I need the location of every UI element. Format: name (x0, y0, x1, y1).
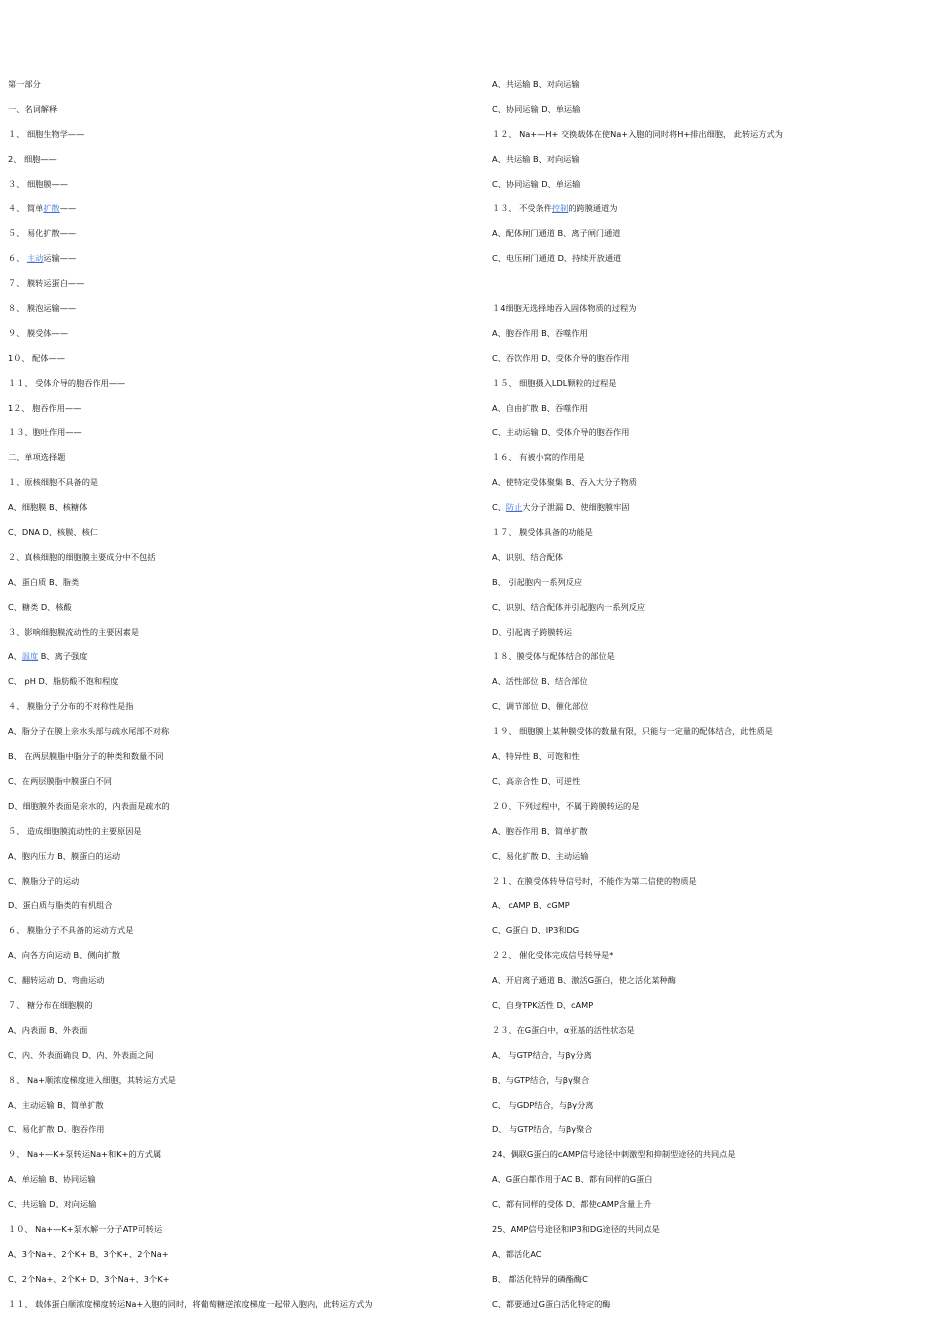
text-line: C、电压闸门通道 D、持续开放通道 (492, 253, 622, 264)
text-line: ７、 糖分布在细胞膜的 (8, 999, 93, 1010)
text-line: 1２、 胞吞作用—— (8, 402, 82, 413)
text-span: —— (59, 203, 77, 214)
text-line: A、都活化AC (492, 1248, 542, 1259)
text-line: ９、 膜受体—— (8, 327, 68, 338)
text-line: A、开启离子通道 B、激活G蛋白，使之活化某种酶 (492, 975, 676, 986)
text-line: B、 在两层膜脂中脂分子的种类和数量不同 (8, 751, 164, 762)
text-line: 2、 细胞—— (8, 153, 57, 164)
text-line: １８、膜受体与配体结合的部位是 (492, 651, 615, 662)
text-line: A、主动运输 B、简单扩散 (8, 1099, 104, 1110)
text-line: A、脂分子在膜上亲水头部与疏水尾部不对称 (8, 726, 170, 737)
text-line: ２１、在膜受体转导信号时，不能作为第二信使的物质是 (492, 875, 697, 886)
text-line: A、细胞膜 B、核糖体 (8, 502, 88, 513)
text-span: B、离子强度 (38, 651, 88, 662)
text-line (492, 498, 950, 523)
hyperlink[interactable]: 扩散 (43, 203, 60, 214)
text-line: A、使特定受体聚集 B、吞入大分子物质 (492, 477, 637, 488)
text-line: ３、 细胞膜—— (8, 178, 68, 189)
hyperlink[interactable]: 控制 (551, 203, 569, 214)
text-line: 第一部分 (8, 79, 41, 89)
text-line: C、易化扩散 D、胞吞作用 (8, 1124, 105, 1135)
text-line: C、翻转运动 D、弯曲运动 (8, 975, 105, 986)
text-line: 二、单项选择题 (8, 452, 66, 463)
text-line: C、协同运输 D、单运输 (492, 178, 581, 189)
text-line: A、共运输 B、对向运输 (492, 79, 580, 89)
text-span: C、 (492, 502, 506, 513)
text-line: C、易化扩散 D、主动运输 (492, 850, 589, 861)
text-line: A、自由扩散 B、吞噬作用 (492, 402, 588, 413)
text-line: A、活性部位 B、结合部位 (492, 676, 588, 687)
text-line: C、G蛋白 D、IP3和DG (492, 925, 580, 936)
text-line: C、调节部位 D、催化部位 (492, 701, 589, 712)
text-line: ３、影响细胞膜流动性的主要因素是 (8, 626, 140, 637)
text-line: C、高亲合性 D、可逆性 (492, 775, 581, 786)
text-line: １、 细胞生物学—— (8, 128, 85, 139)
hyperlink[interactable]: 温度 (21, 651, 39, 662)
text-line: A、胞内压力 B、膜蛋白的运动 (8, 850, 121, 861)
text-line: C、吞饮作用 D、受体介导的胞吞作用 (492, 352, 630, 363)
text-line: ５、 易化扩散—— (8, 228, 77, 239)
text-line: A、 与GTP结合，与βγ分离 (492, 1049, 592, 1060)
text-line: C、都有同样的受体 D、都使cAMP含量上升 (492, 1199, 652, 1210)
text-line: ８、 Na+顺浓度梯度进入细胞，其转运方式是 (8, 1074, 176, 1085)
text-line: A、内表面 B、外表面 (8, 1024, 88, 1035)
left-column (8, 75, 468, 1320)
hyperlink[interactable]: 防止 (505, 502, 523, 513)
right-column (492, 75, 950, 1320)
text-line: １１、 受体介导的胞吞作用—— (8, 377, 126, 388)
text-line: A、胞吞作用 B、吞噬作用 (492, 327, 588, 338)
text-line (492, 274, 950, 299)
text-line: １５、 细胞摄入LDL颗粒的过程是 (492, 377, 617, 388)
text-line: １１、 载体蛋白顺浓度梯度转运Na+入胞的同时，将葡萄糖逆浓度梯度一起带入胞内，此转运方式为 (8, 1298, 373, 1309)
text-line: D、蛋白质与脂类的有机组合 (8, 900, 113, 911)
text-span: ４、 简单 (8, 203, 44, 214)
text-line: ２２、 催化受体完成信号转导是* (492, 950, 614, 961)
text-line: ４、 膜脂分子分布的不对称性是指 (8, 701, 134, 712)
text-line: B、 引起胞内一系列反应 (492, 576, 583, 587)
text-line: C、糖类 D、核酸 (8, 601, 72, 612)
text-line: C、在两层膜脂中膜蛋白不同 (8, 775, 112, 786)
text-line: 1０、 配体—— (8, 352, 65, 363)
text-line (8, 249, 468, 274)
text-line: ２０、下列过程中，不属于跨膜转运的是 (492, 800, 640, 811)
text-line: C、内、外表面确良 D、内、外表面之间 (8, 1049, 154, 1060)
text-line: B、 都活化特异的磷酯酶C (492, 1273, 588, 1284)
hyperlink[interactable]: 主动 (26, 253, 44, 264)
text-line: C、2个Na+、2个K+ D、3个Na+、3个K+ (8, 1273, 170, 1284)
text-line: ６、 膜脂分子不具备的运动方式是 (8, 925, 134, 936)
text-line: D、 与GTP结合，与βγ聚合 (492, 1124, 593, 1135)
text-span: ６、 (8, 253, 27, 264)
text-line: A、胞吞作用 B、简单扩散 (492, 825, 588, 836)
text-span: A、 (8, 651, 22, 662)
text-line: １７、 膜受体具备的功能是 (492, 527, 593, 538)
text-line: ２、真核细胞的细胞膜主要成分中不包括 (8, 551, 156, 562)
text-line: A、单运输 B、协同运输 (8, 1174, 96, 1185)
text-line: A、共运输 B、对向运输 (492, 153, 580, 164)
text-span: 的跨膜通道为 (568, 203, 618, 214)
text-line: ９、 Na+—K+泵转运Na+和K+的方式属 (8, 1149, 162, 1160)
text-line: C、 与GDP结合，与βγ分离 (492, 1099, 594, 1110)
text-line: A、 cAMP B、cGMP (492, 900, 570, 911)
text-line: A、G蛋白都作用于AC B、都有同样的G蛋白 (492, 1174, 653, 1185)
text-line: １３、胞吐作用—— (8, 427, 82, 438)
text-line: 24、偶联G蛋白的cAMP信号途径中刺激型和抑制型途径的共同点是 (492, 1149, 736, 1160)
text-line: C、共运输 D、对向运输 (8, 1199, 97, 1210)
text-line: １4细胞无选择地吞入固体物质的过程为 (492, 303, 637, 314)
text-line: C、识别、结合配体并引起胞内一系列反应 (492, 601, 646, 612)
text-line: C、膜脂分子的运动 (8, 875, 80, 886)
text-line: D、引起离子跨膜转运 (492, 626, 572, 637)
text-span: 大分子泄漏 D、使细胞膜牢固 (522, 502, 630, 513)
text-line: １２、 Na+—H+ 交换载体在使Na+入胞的同时将H+排出细胞， 此转运方式为 (492, 128, 783, 139)
text-line: D、细胞膜外表面是亲水的，内表面是疏水的 (8, 800, 170, 811)
text-line: B、与GTP结合，与βγ聚合 (492, 1074, 590, 1085)
text-line: C、主动运输 D、受体介导的胞吞作用 (492, 427, 630, 438)
text-line: A、识别、结合配体 (492, 551, 564, 562)
text-line: １、原核细胞不具备的是 (8, 477, 99, 488)
text-line (492, 199, 950, 224)
text-line: A、向各方向运动 B、侧向扩散 (8, 950, 121, 961)
text-line: ７、 膜转运蛋白—— (8, 278, 85, 289)
text-line: １６、 有被小窝的作用是 (492, 452, 585, 463)
text-line (8, 647, 468, 672)
text-line: １０、 Na+—K+泵水解一分子ATP可转运 (8, 1223, 163, 1234)
text-line: １９、 细胞膜上某种膜受体的数量有限，只能与一定量的配体结合，此性质是 (492, 726, 773, 737)
text-line (8, 199, 468, 224)
text-line: 25、AMP信号途径和IP3和DG途径的共同点是 (492, 1223, 660, 1234)
text-line: 一、名词解释 (8, 103, 58, 114)
text-span: １３、 不受条件 (492, 203, 552, 214)
text-line: A、配体闸门通道 B、离子闸门通道 (492, 228, 621, 239)
text-line: ８、 膜泡运输—— (8, 303, 77, 314)
text-line: C、DNA D、核膜、核仁 (8, 527, 98, 538)
text-span: 运输—— (43, 253, 77, 264)
text-line: C、自身TPK活性 D、cAMP (492, 999, 594, 1010)
text-line: ５、 造成细胞膜流动性的主要原因是 (8, 825, 142, 836)
text-line: C、协同运输 D、单运输 (492, 103, 581, 114)
text-line: C、 pH D、脂肪酸不饱和程度 (8, 676, 119, 687)
text-line: A、3个Na+、2个K+ B、3个K+、2个Na+ (8, 1248, 169, 1259)
text-line: A、蛋白质 B、脂类 (8, 576, 80, 587)
text-line: C、都要通过G蛋白活化特定的酶 (492, 1298, 611, 1309)
text-line: ２３、在G蛋白中，α亚基的活性状态是 (492, 1024, 635, 1035)
text-line: A、特异性 B、可饱和性 (492, 751, 580, 762)
